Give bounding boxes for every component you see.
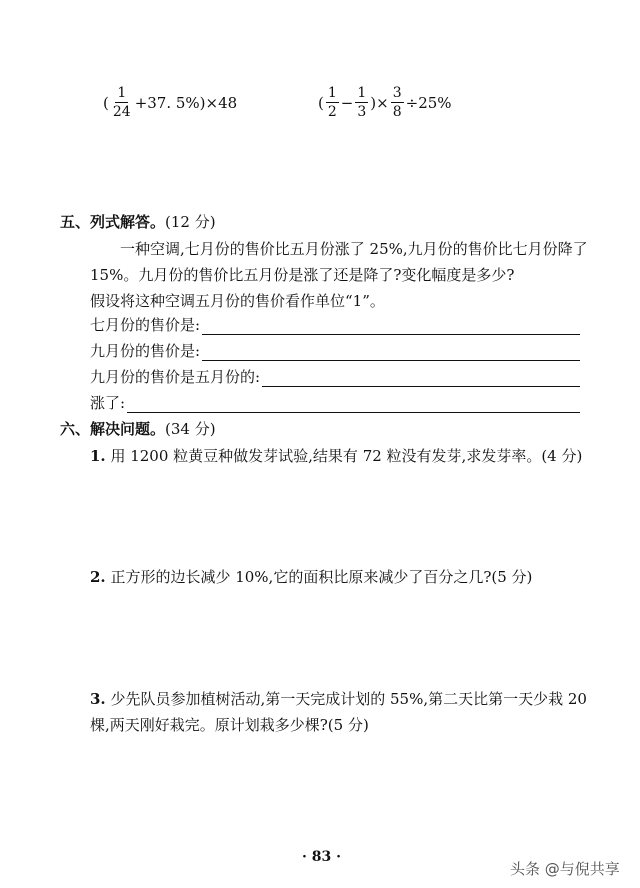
answer-blank[interactable] — [202, 345, 580, 361]
question-3-number: 3. — [90, 690, 106, 708]
section-5-points: (12 分) — [165, 213, 216, 231]
section-6-points: (34 分) — [165, 420, 216, 438]
expr2-f3-denominator: 8 — [392, 104, 402, 120]
question-1-text: 用 1200 粒黄豆种做发芽试验,结果有 72 粒没有发芽,求发芽率。(4 分) — [110, 447, 583, 465]
expr1-numerator: 1 — [117, 85, 127, 101]
watermark — [510, 858, 620, 879]
answer-blank[interactable] — [202, 319, 580, 335]
question-3-line-1: 少先队员参加植树活动,第一天完成计划的 55%,第二天比第一天少栽 20 — [110, 690, 587, 708]
expr2-fraction-1 — [326, 86, 339, 119]
expression-2 — [318, 86, 452, 119]
question-2 — [90, 566, 532, 587]
expr2-minus: − — [340, 93, 354, 112]
expr2-rest: ÷25% — [405, 93, 452, 112]
question-3-line-2: 棵,两天刚好栽完。原计划栽多少棵?(5 分) — [90, 716, 369, 734]
fill-label: 九月份的售价是五月份的: — [90, 368, 261, 386]
fill-line-september[interactable] — [90, 340, 580, 361]
question-2-number: 2. — [90, 568, 106, 586]
fill-line-increase[interactable] — [90, 392, 580, 413]
expr2-fraction-3 — [391, 86, 404, 119]
page-number: · 83 · — [302, 849, 341, 865]
answer-blank[interactable] — [262, 371, 580, 387]
expr1-rest: +37. 5%)×48 — [134, 93, 238, 112]
expr2-f3-numerator: 3 — [392, 85, 402, 101]
fill-line-july[interactable] — [90, 314, 580, 335]
fill-label: 涨了: — [90, 394, 126, 412]
question-1-number: 1. — [90, 447, 106, 465]
expr2-open: ( — [318, 93, 324, 112]
question-1 — [90, 445, 582, 466]
expr2-f2-numerator: 1 — [357, 85, 367, 101]
section-6-title: 六、解决问题。 — [60, 420, 166, 438]
section-5-para-1: 一种空调,七月份的售价比五月份涨了 25%,九月份的售价比七月份降了 — [120, 240, 588, 258]
section-5-title: 五、列式解答。 — [60, 213, 166, 231]
fill-label: 七月份的售价是: — [90, 316, 201, 334]
expr1-fraction — [111, 86, 133, 119]
section-5-heading — [60, 211, 216, 232]
section-6-heading — [60, 418, 216, 439]
answer-blank[interactable] — [127, 397, 580, 413]
expr2-f1-denominator: 2 — [327, 104, 337, 120]
question-2-text: 正方形的边长减少 10%,它的面积比原来减少了百分之几?(5 分) — [110, 568, 533, 586]
section-5-para-3: 假设将这种空调五月份的售价看作单位“1”。 — [90, 292, 385, 310]
fill-label: 九月份的售价是: — [90, 342, 201, 360]
expr1-open: ( — [103, 93, 109, 112]
expr2-f2-denominator: 3 — [357, 104, 367, 120]
section-5-para-2: 15%。九月份的售价比五月份是涨了还是降了?变化幅度是多少? — [90, 266, 515, 284]
expr1-denominator: 24 — [112, 104, 131, 120]
expr2-close: )× — [370, 93, 389, 112]
watermark-text: 头条 @与倪共享 — [510, 860, 620, 878]
question-3 — [90, 688, 587, 709]
expression-1 — [103, 86, 237, 119]
fill-line-ratio[interactable] — [90, 366, 580, 387]
expr2-fraction-2 — [355, 86, 368, 119]
expr2-f1-numerator: 1 — [327, 85, 337, 101]
